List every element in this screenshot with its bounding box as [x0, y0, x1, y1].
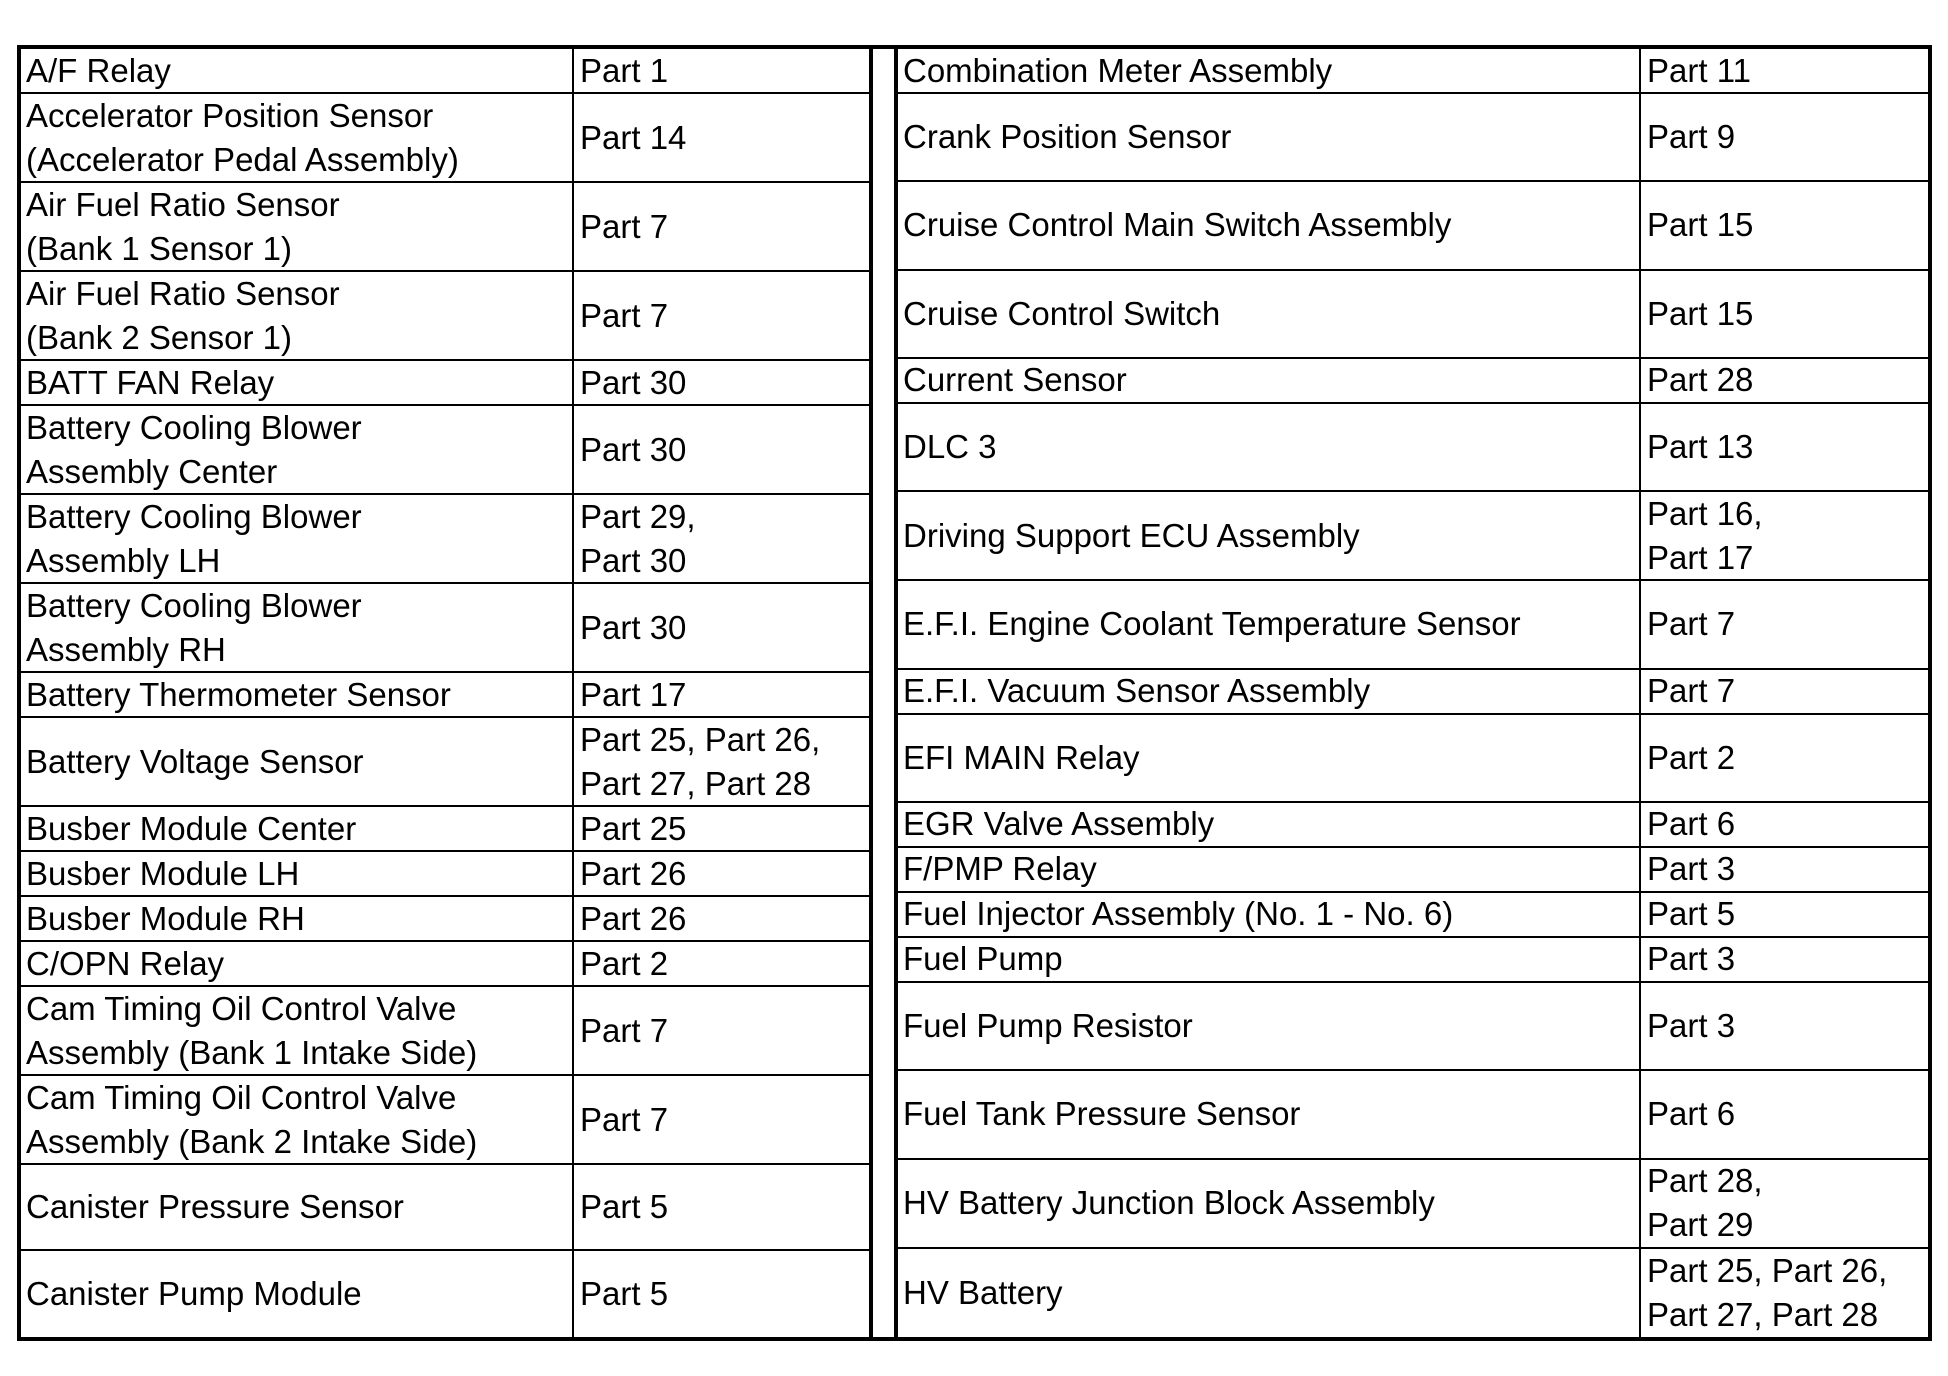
part-reference-cell: Part 11: [1647, 51, 1751, 89]
table-row: [21, 584, 869, 673]
table-row: [898, 581, 1928, 669]
table-row: [21, 1251, 869, 1337]
part-reference-cell: Part 26: [580, 854, 687, 892]
part-reference-cell: Part 17: [580, 675, 687, 713]
part-reference-cell: Part 28: [1647, 361, 1754, 399]
component-name-cell: Cam Timing Oil Control Valve Assembly (Bank 2 Intake Side): [21, 1076, 574, 1163]
part-reference-cell: Part 30: [580, 430, 687, 468]
component-name-cell: Busber Module RH: [21, 897, 574, 940]
table-row: [21, 94, 869, 183]
part-reference-cell: Part 6: [1647, 805, 1736, 843]
table-row: [898, 803, 1928, 848]
part-reference-cell: Part 5: [580, 1275, 669, 1313]
table-row: [21, 807, 869, 852]
table-row: [898, 94, 1928, 182]
component-name-cell: Busber Module Center: [21, 807, 574, 850]
table-row: [898, 715, 1928, 803]
part-reference-cell: Part 30: [580, 608, 687, 646]
part-reference-cell: Part 9: [1647, 118, 1736, 156]
table-row: [898, 938, 1928, 983]
table-row: [21, 361, 869, 406]
component-name-cell: Battery Cooling Blower Assembly RH: [21, 584, 574, 671]
component-name-cell: Battery Voltage Sensor: [21, 718, 574, 805]
component-name-cell: BATT FAN Relay: [21, 361, 574, 404]
component-name-cell: C/OPN Relay: [21, 942, 574, 985]
table-row: [898, 1071, 1928, 1159]
component-name-cell: Cruise Control Switch: [898, 271, 1641, 357]
table-row: [898, 359, 1928, 404]
component-name-cell: E.F.I. Engine Coolant Temperature Sensor: [898, 581, 1641, 667]
component-name-cell: F/PMP Relay: [898, 848, 1641, 891]
table-row: [898, 492, 1928, 581]
part-reference-cell: Part 15: [1647, 294, 1754, 332]
component-name-cell: Cruise Control Main Switch Assembly: [898, 182, 1641, 268]
table-row: [898, 893, 1928, 938]
table-row: [21, 852, 869, 897]
part-reference-cell: Part 25, Part 26, Part 27, Part 28: [1647, 1251, 1888, 1333]
component-name-cell: EFI MAIN Relay: [898, 715, 1641, 801]
component-name-cell: Driving Support ECU Assembly: [898, 492, 1641, 579]
table-row: [898, 1249, 1928, 1337]
component-name-cell: Fuel Pump Resistor: [898, 983, 1641, 1069]
component-name-cell: Cam Timing Oil Control Valve Assembly (Bank 1 Intake Side): [21, 987, 574, 1074]
part-reference-cell: Part 13: [1647, 428, 1754, 466]
component-name-cell: DLC 3: [898, 404, 1641, 490]
table-row: [21, 673, 869, 718]
part-reference-cell: Part 16, Part 17: [1647, 494, 1763, 576]
component-name-cell: A/F Relay: [21, 49, 574, 92]
table-row: [21, 1076, 869, 1165]
part-reference-cell: Part 25: [580, 809, 687, 847]
component-name-cell: EGR Valve Assembly: [898, 803, 1641, 846]
component-name-cell: Fuel Injector Assembly (No. 1 - No. 6): [898, 893, 1641, 936]
table-row: [21, 942, 869, 987]
component-name-cell: Air Fuel Ratio Sensor (Bank 1 Sensor 1): [21, 183, 574, 270]
table-row: [898, 848, 1928, 893]
part-reference-cell: Part 7: [580, 1100, 669, 1138]
part-reference-cell: Part 5: [1647, 895, 1736, 933]
right-table: [898, 49, 1928, 1337]
part-reference-cell: Part 3: [1647, 1007, 1736, 1045]
part-reference-cell: Part 7: [580, 207, 669, 245]
component-name-cell: Air Fuel Ratio Sensor (Bank 2 Sensor 1): [21, 272, 574, 359]
parts-location-table: [17, 45, 1932, 1341]
table-row: [21, 49, 869, 94]
component-name-cell: Combination Meter Assembly: [898, 49, 1641, 92]
table-row: [21, 272, 869, 361]
table-row: [21, 406, 869, 495]
left-table: [21, 49, 873, 1337]
component-name-cell: Fuel Pump: [898, 938, 1641, 981]
table-row: [21, 1165, 869, 1251]
part-reference-cell: Part 7: [1647, 605, 1736, 643]
part-reference-cell: Part 7: [580, 1011, 669, 1049]
component-name-cell: Battery Cooling Blower Assembly LH: [21, 495, 574, 582]
table-row: [21, 987, 869, 1076]
part-reference-cell: Part 7: [580, 296, 669, 334]
part-reference-cell: Part 3: [1647, 850, 1736, 888]
table-row: [898, 1160, 1928, 1249]
part-reference-cell: Part 5: [580, 1188, 669, 1226]
table-row: [898, 983, 1928, 1071]
part-reference-cell: Part 29, Part 30: [580, 497, 696, 579]
column-divider: [873, 49, 898, 1337]
table-row: [898, 49, 1928, 94]
component-name-cell: Current Sensor: [898, 359, 1641, 402]
part-reference-cell: Part 30: [580, 363, 687, 401]
table-row: [21, 183, 869, 272]
table-row: [898, 670, 1928, 715]
part-reference-cell: Part 28, Part 29: [1647, 1162, 1763, 1244]
component-name-cell: Battery Cooling Blower Assembly Center: [21, 406, 574, 493]
component-name-cell: Canister Pump Module: [21, 1251, 574, 1337]
table-row: [898, 404, 1928, 492]
component-name-cell: Fuel Tank Pressure Sensor: [898, 1071, 1641, 1157]
table-row: [21, 495, 869, 584]
component-name-cell: Canister Pressure Sensor: [21, 1165, 574, 1249]
part-reference-cell: Part 25, Part 26, Part 27, Part 28: [580, 720, 821, 802]
part-reference-cell: Part 7: [1647, 672, 1736, 710]
part-reference-cell: Part 14: [580, 118, 687, 156]
component-name-cell: HV Battery: [898, 1249, 1641, 1337]
component-name-cell: E.F.I. Vacuum Sensor Assembly: [898, 670, 1641, 713]
table-row: [21, 897, 869, 942]
component-name-cell: Crank Position Sensor: [898, 94, 1641, 180]
part-reference-cell: Part 1: [580, 51, 669, 89]
table-row: [898, 271, 1928, 359]
part-reference-cell: Part 6: [1647, 1095, 1736, 1133]
part-reference-cell: Part 26: [580, 899, 687, 937]
component-name-cell: Battery Thermometer Sensor: [21, 673, 574, 716]
part-reference-cell: Part 2: [580, 944, 669, 982]
table-row: [21, 718, 869, 807]
component-name-cell: Accelerator Position Sensor (Accelerator Pedal Assembly): [21, 94, 574, 181]
component-name-cell: HV Battery Junction Block Assembly: [898, 1160, 1641, 1247]
component-name-cell: Busber Module LH: [21, 852, 574, 895]
table-row: [898, 182, 1928, 270]
part-reference-cell: Part 15: [1647, 206, 1754, 244]
part-reference-cell: Part 2: [1647, 738, 1736, 776]
part-reference-cell: Part 3: [1647, 940, 1736, 978]
